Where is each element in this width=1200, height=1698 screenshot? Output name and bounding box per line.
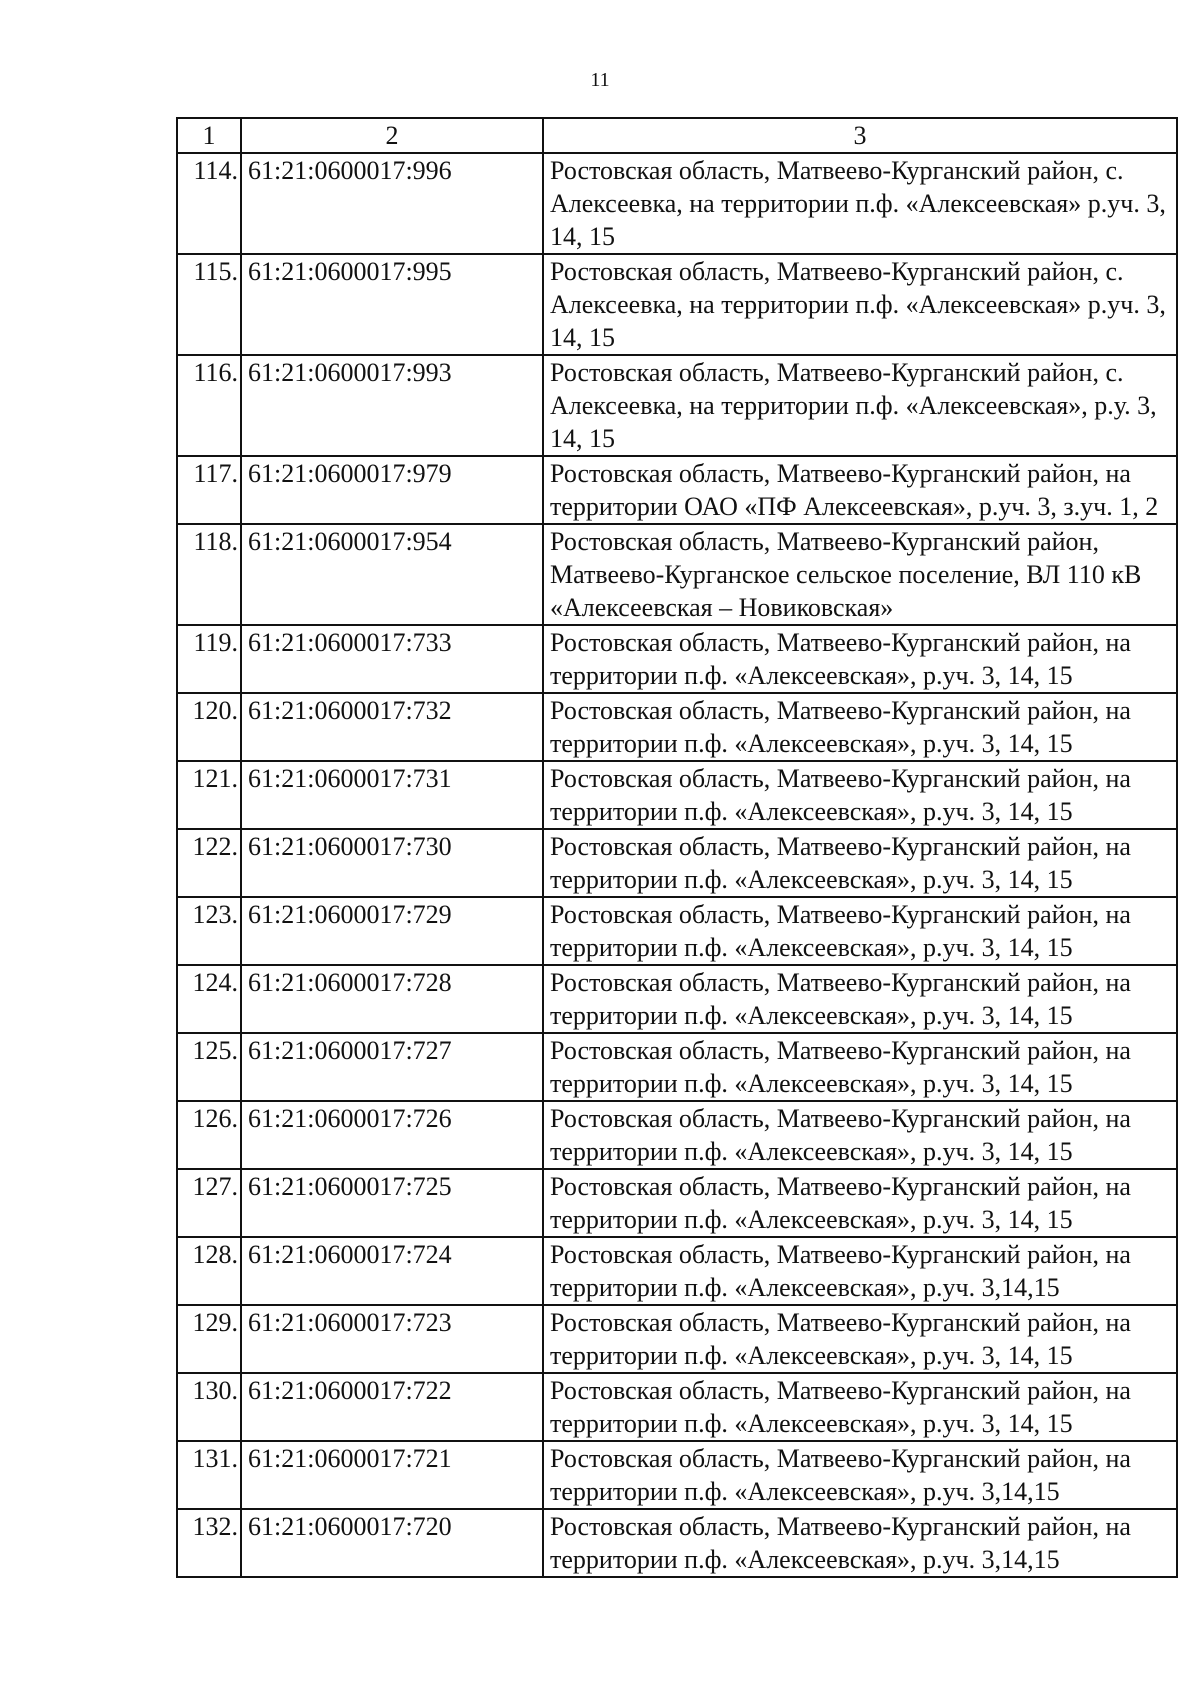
table-row — [177, 1033, 1177, 1101]
table-header — [177, 118, 1177, 153]
table-row — [177, 897, 1177, 965]
row-number-cell: 125. — [177, 1033, 241, 1101]
cadastral-number-cell: 61:21:0600017:729 — [241, 897, 543, 965]
cadastral-number-cell: 61:21:0600017:722 — [241, 1373, 543, 1441]
table-row — [177, 524, 1177, 625]
row-number-cell: 118. — [177, 524, 241, 625]
row-number-cell: 120. — [177, 693, 241, 761]
address-cell: Ростовская область, Матвеево-Курганский район, на территории п.ф. «Алексеевская», р.уч. 3,14,15 — [543, 1509, 1177, 1577]
address-cell: Ростовская область, Матвеево-Курганский район, с. Алексеевка, на территории п.ф. «Алексеевская», р.у. 3, 14, 15 — [543, 355, 1177, 456]
address-cell: Ростовская область, Матвеево-Курганский район, на территории п.ф. «Алексеевская», р.уч. 3, 14, 15 — [543, 829, 1177, 897]
table-row — [177, 1169, 1177, 1237]
column-header-1: 1 — [177, 118, 241, 153]
cadastral-number-cell: 61:21:0600017:996 — [241, 153, 543, 254]
cadastral-number-cell: 61:21:0600017:733 — [241, 625, 543, 693]
cadastral-number-cell: 61:21:0600017:993 — [241, 355, 543, 456]
cadastral-number-cell: 61:21:0600017:721 — [241, 1441, 543, 1509]
address-cell: Ростовская область, Матвеево-Курганский район, Матвеево-Курганское сельское поселение, ВЛ 110 кВ «Алексеевская – Новиковская» — [543, 524, 1177, 625]
table-row — [177, 1101, 1177, 1169]
table-row — [177, 1237, 1177, 1305]
address-cell: Ростовская область, Матвеево-Курганский район, на территории п.ф. «Алексеевская», р.уч. 3, 14, 15 — [543, 965, 1177, 1033]
row-number-cell: 131. — [177, 1441, 241, 1509]
cadastral-number-cell: 61:21:0600017:728 — [241, 965, 543, 1033]
table-body — [177, 153, 1177, 1577]
table-row — [177, 1441, 1177, 1509]
page-number: 11 — [590, 69, 610, 91]
cadastral-number-cell: 61:21:0600017:726 — [241, 1101, 543, 1169]
table-row — [177, 456, 1177, 524]
column-header-2: 2 — [241, 118, 543, 153]
table-row — [177, 965, 1177, 1033]
table-row — [177, 1509, 1177, 1577]
address-cell: Ростовская область, Матвеево-Курганский район, на территории п.ф. «Алексеевская», р.уч. 3,14,15 — [543, 1441, 1177, 1509]
row-number-cell: 123. — [177, 897, 241, 965]
row-number-cell: 114. — [177, 153, 241, 254]
address-cell: Ростовская область, Матвеево-Курганский район, на территории п.ф. «Алексеевская», р.уч. 3, 14, 15 — [543, 1373, 1177, 1441]
table-row — [177, 761, 1177, 829]
address-cell: Ростовская область, Матвеево-Курганский район, на территории п.ф. «Алексеевская», р.уч. 3, 14, 15 — [543, 625, 1177, 693]
row-number-cell: 124. — [177, 965, 241, 1033]
row-number-cell: 130. — [177, 1373, 241, 1441]
address-cell: Ростовская область, Матвеево-Курганский район, на территории п.ф. «Алексеевская», р.уч. 3, 14, 15 — [543, 1169, 1177, 1237]
table-row — [177, 153, 1177, 254]
row-number-cell: 127. — [177, 1169, 241, 1237]
table-row — [177, 693, 1177, 761]
address-cell: Ростовская область, Матвеево-Курганский район, на территории п.ф. «Алексеевская», р.уч. 3, 14, 15 — [543, 693, 1177, 761]
row-number-cell: 122. — [177, 829, 241, 897]
table-row — [177, 1305, 1177, 1373]
column-header-3: 3 — [543, 118, 1177, 153]
land-plot-table — [176, 117, 1178, 1578]
cadastral-number-cell: 61:21:0600017:954 — [241, 524, 543, 625]
table-row — [177, 355, 1177, 456]
row-number-cell: 121. — [177, 761, 241, 829]
address-cell: Ростовская область, Матвеево-Курганский район, на территории п.ф. «Алексеевская», р.уч. 3, 14, 15 — [543, 1101, 1177, 1169]
row-number-cell: 119. — [177, 625, 241, 693]
address-cell: Ростовская область, Матвеево-Курганский район, на территории п.ф. «Алексеевская», р.уч. 3, 14, 15 — [543, 1033, 1177, 1101]
address-cell: Ростовская область, Матвеево-Курганский район, на территории п.ф. «Алексеевская», р.уч. 3,14,15 — [543, 1237, 1177, 1305]
cadastral-number-cell: 61:21:0600017:995 — [241, 254, 543, 355]
cadastral-number-cell: 61:21:0600017:979 — [241, 456, 543, 524]
row-number-cell: 117. — [177, 456, 241, 524]
row-number-cell: 129. — [177, 1305, 241, 1373]
cadastral-number-cell: 61:21:0600017:723 — [241, 1305, 543, 1373]
address-cell: Ростовская область, Матвеево-Курганский район, на территории п.ф. «Алексеевская», р.уч. 3, 14, 15 — [543, 761, 1177, 829]
table-row — [177, 1373, 1177, 1441]
row-number-cell: 132. — [177, 1509, 241, 1577]
cadastral-number-cell: 61:21:0600017:731 — [241, 761, 543, 829]
table-row — [177, 829, 1177, 897]
cadastral-number-cell: 61:21:0600017:727 — [241, 1033, 543, 1101]
cadastral-number-cell: 61:21:0600017:724 — [241, 1237, 543, 1305]
address-cell: Ростовская область, Матвеево-Курганский район, на территории ОАО «ПФ Алексеевская», р.уч. 3, з.уч. 1, 2 — [543, 456, 1177, 524]
header-row — [177, 118, 1177, 153]
cadastral-number-cell: 61:21:0600017:732 — [241, 693, 543, 761]
row-number-cell: 128. — [177, 1237, 241, 1305]
row-number-cell: 126. — [177, 1101, 241, 1169]
row-number-cell: 116. — [177, 355, 241, 456]
table-row — [177, 254, 1177, 355]
address-cell: Ростовская область, Матвеево-Курганский район, на территории п.ф. «Алексеевская», р.уч. 3, 14, 15 — [543, 897, 1177, 965]
address-cell: Ростовская область, Матвеево-Курганский район, с. Алексеевка, на территории п.ф. «Алексеевская» р.уч. 3, 14, 15 — [543, 254, 1177, 355]
cadastral-number-cell: 61:21:0600017:730 — [241, 829, 543, 897]
cadastral-number-cell: 61:21:0600017:725 — [241, 1169, 543, 1237]
cadastral-number-cell: 61:21:0600017:720 — [241, 1509, 543, 1577]
address-cell: Ростовская область, Матвеево-Курганский район, на территории п.ф. «Алексеевская», р.уч. 3, 14, 15 — [543, 1305, 1177, 1373]
address-cell: Ростовская область, Матвеево-Курганский район, с. Алексеевка, на территории п.ф. «Алексеевская» р.уч. 3, 14, 15 — [543, 153, 1177, 254]
table-row — [177, 625, 1177, 693]
row-number-cell: 115. — [177, 254, 241, 355]
